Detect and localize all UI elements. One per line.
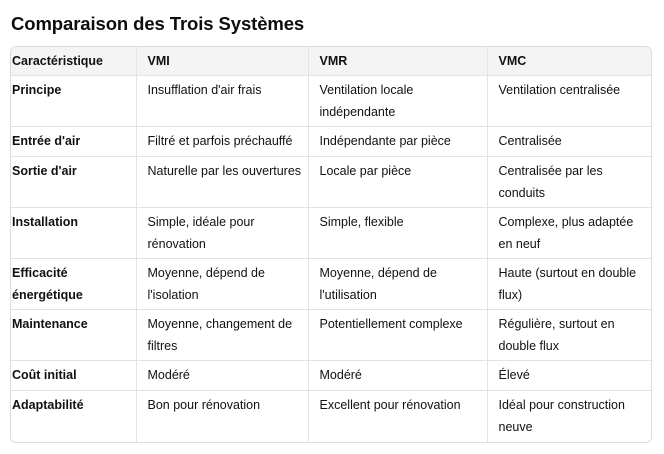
table-cell: [136, 391, 308, 442]
table-cell: [136, 127, 308, 157]
table-row: [11, 157, 651, 208]
cell-text: Centralisée: [498, 134, 562, 148]
table-cell: [136, 76, 308, 127]
row-heading-cell: [11, 361, 136, 391]
header-row: [11, 47, 651, 76]
cell-text: Modéré: [147, 368, 190, 382]
table-header: [11, 47, 651, 76]
cell-text: Filtré et parfois préchauffé: [147, 134, 293, 148]
table-cell: [308, 391, 487, 442]
table-cell: [487, 208, 651, 259]
table-row: [11, 259, 651, 310]
table-cell: [487, 157, 651, 208]
table-cell: [308, 157, 487, 208]
table-row: [11, 361, 651, 391]
table-cell: [308, 361, 487, 391]
cell-text: Haute (surtout en double flux): [498, 266, 637, 302]
cell-text: Naturelle par les ouvertures: [147, 164, 302, 178]
header-label: VMC: [498, 54, 527, 68]
cell-text: Potentiellement complexe: [319, 317, 463, 331]
header-cell-vmr: [308, 47, 487, 76]
table-cell: [136, 208, 308, 259]
cell-text: Régulière, surtout en double flux: [498, 317, 615, 353]
cell-text: Principe: [12, 83, 62, 97]
cell-text: Ventilation locale indépendante: [319, 83, 414, 119]
header-label: Caractéristique: [12, 54, 104, 68]
cell-text: Entrée d'air: [12, 134, 81, 148]
cell-text: Adaptabilité: [12, 398, 84, 412]
row-heading-cell: [11, 157, 136, 208]
table-cell: [308, 310, 487, 361]
table-body: [11, 76, 651, 442]
table-cell: [308, 76, 487, 127]
row-heading-cell: [11, 391, 136, 442]
row-heading-cell: [11, 76, 136, 127]
cell-text: Indépendante par pièce: [319, 134, 451, 148]
row-heading-cell: [11, 127, 136, 157]
cell-text: Maintenance: [12, 317, 88, 331]
header-cell-vmc: [487, 47, 651, 76]
comparison-table: [11, 47, 651, 442]
header-cell-characteristic: [11, 47, 136, 76]
table-cell: [136, 157, 308, 208]
table-cell: [487, 259, 651, 310]
table-cell: [136, 310, 308, 361]
cell-text: Efficacité énergétique: [12, 266, 83, 302]
cell-text: Moyenne, dépend de l'utilisation: [319, 266, 437, 302]
table-cell: [487, 127, 651, 157]
row-heading-cell: [11, 310, 136, 361]
cell-text: Idéal pour construction neuve: [498, 398, 625, 434]
cell-text: Centralisée par les conduits: [498, 164, 603, 200]
table-cell: [308, 127, 487, 157]
table-cell: [308, 259, 487, 310]
header-cell-vmi: [136, 47, 308, 76]
row-heading-cell: [11, 208, 136, 259]
cell-text: Bon pour rénovation: [147, 398, 261, 412]
cell-text: Sortie d'air: [12, 164, 77, 178]
cell-text: Élevé: [498, 368, 530, 382]
table-cell: [308, 208, 487, 259]
cell-text: Moyenne, dépend de l'isolation: [147, 266, 265, 302]
comparison-table-container: [10, 46, 652, 443]
cell-text: Simple, idéale pour rénovation: [147, 215, 255, 251]
table-row: [11, 310, 651, 361]
cell-text: Installation: [12, 215, 78, 229]
cell-text: Modéré: [319, 368, 362, 382]
table-cell: [136, 259, 308, 310]
table-row: [11, 127, 651, 157]
cell-text: Complexe, plus adaptée en neuf: [498, 215, 634, 251]
row-heading-cell: [11, 259, 136, 310]
table-row: [11, 76, 651, 127]
cell-text: Coût initial: [12, 368, 77, 382]
table-cell: [487, 76, 651, 127]
cell-text: Moyenne, changement de filtres: [147, 317, 293, 353]
page-title: Comparaison des Trois Systèmes: [11, 13, 305, 34]
table-cell: [487, 391, 651, 442]
cell-text: Ventilation centralisée: [498, 83, 621, 97]
header-label: VMR: [319, 54, 348, 68]
header-label: VMI: [147, 54, 170, 68]
table-cell: [136, 361, 308, 391]
table-cell: [487, 361, 651, 391]
cell-text: Insufflation d'air frais: [147, 83, 262, 97]
cell-text: Locale par pièce: [319, 164, 412, 178]
table-cell: [487, 310, 651, 361]
cell-text: Simple, flexible: [319, 215, 404, 229]
table-row: [11, 391, 651, 442]
table-row: [11, 208, 651, 259]
cell-text: Excellent pour rénovation: [319, 398, 461, 412]
